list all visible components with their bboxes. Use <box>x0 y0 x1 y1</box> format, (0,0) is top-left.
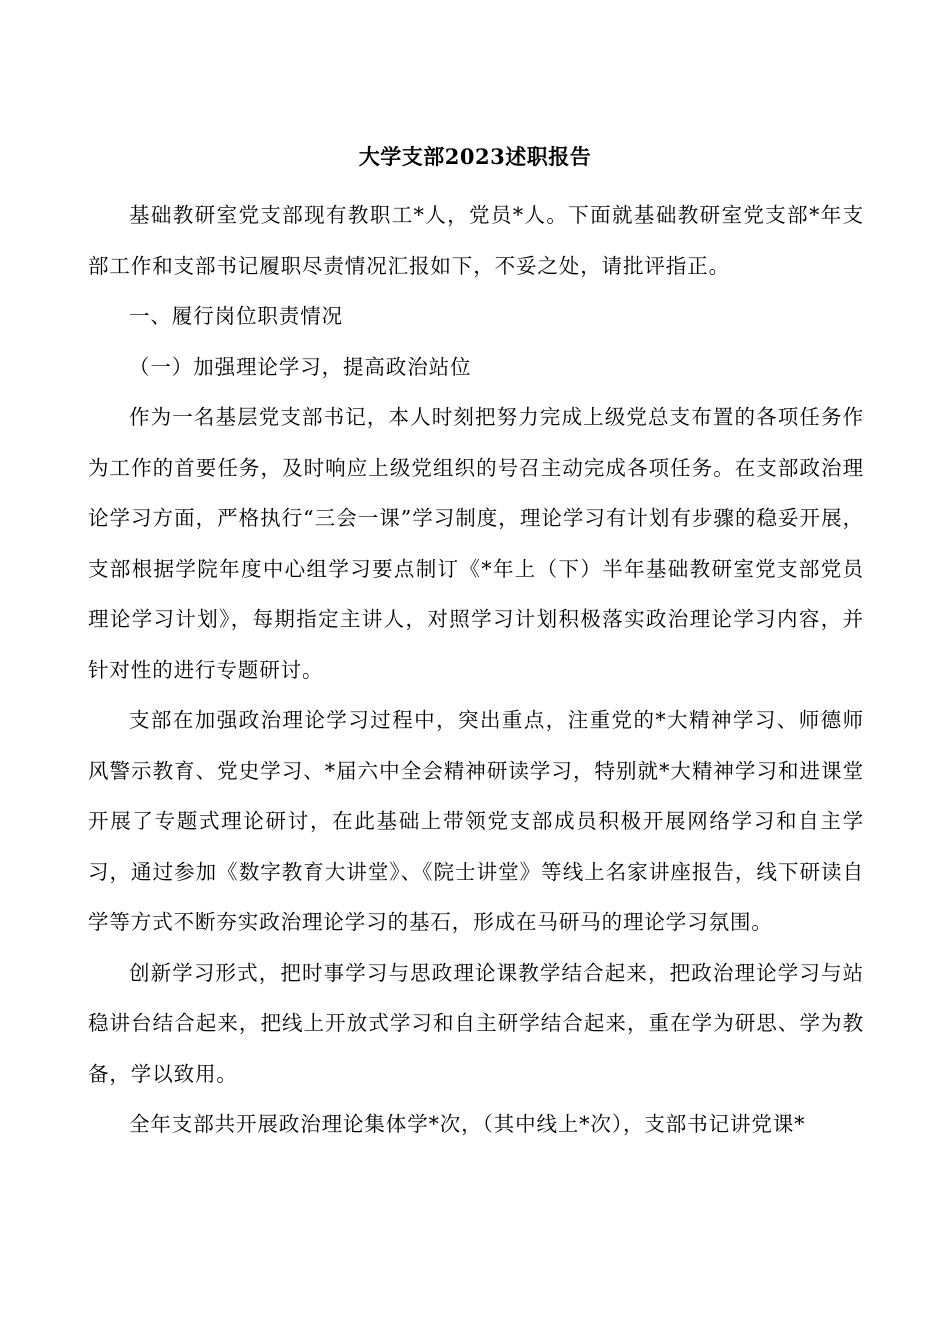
subsection-heading-1: （一）加强理论学习，提高政治站位 <box>129 354 472 379</box>
paragraph-annual-summary: 全年支部共开展政治理论集体学*次，（其中线上*次），支部书记讲党课* <box>129 1112 806 1136</box>
document-title: 大学支部2023述职报告 <box>358 144 592 169</box>
paragraph-theory-study: 作为一名基层党支部书记，本人时刻把努力完成上级党总支布置的各项任务作为工作的首要任务，及时响应上级党组织的号召主动完成各项任务。在支部政治理论学习方面，严格执行“三会一课”学习制度，理论学习有计划有步骤的稳妥开展，支部根据学院年度中心组学习要点制订《*年上（下）半年基础教研室党支部党员理论学习计划》，每期指定主讲人，对照学习计划积极落实政治理论学习内容，并针对性的进行专题研讨。 <box>88 405 864 682</box>
document-body <box>88 190 864 1150</box>
paragraph-innovation: 创新学习形式，把时事学习与思政理论课教学结合起来，把政治理论学习与站稳讲台结合起来，把线上开放式学习和自主研学结合起来，重在学为研思、学为教备，学以致用。 <box>88 960 864 1086</box>
section-heading-1: 一、履行岗位职责情况 <box>129 304 343 328</box>
paragraph-key-points: 支部在加强政治理论学习过程中，突出重点，注重党的*大精神学习、师德师风警示教育、党史学习、*届六中全会精神研读学习，特别就*大精神学习和进课堂开展了专题式理论研讨，在此基础上带领党支部成员积极开展网络学习和自主学习，通过参加《数字教育大讲堂》、《院士讲堂》等线上名家讲座报告，线下研读自学等方式不断夯实政治理论学习的基石，形成在马研马的理论学习氛围。 <box>88 708 864 934</box>
paragraph-intro: 基础教研室党支部现有教职工*人，党员*人。下面就基础教研室党支部*年支部工作和支部书记履职尽责情况汇报如下，不妥之处，请批评指正。 <box>88 203 864 278</box>
